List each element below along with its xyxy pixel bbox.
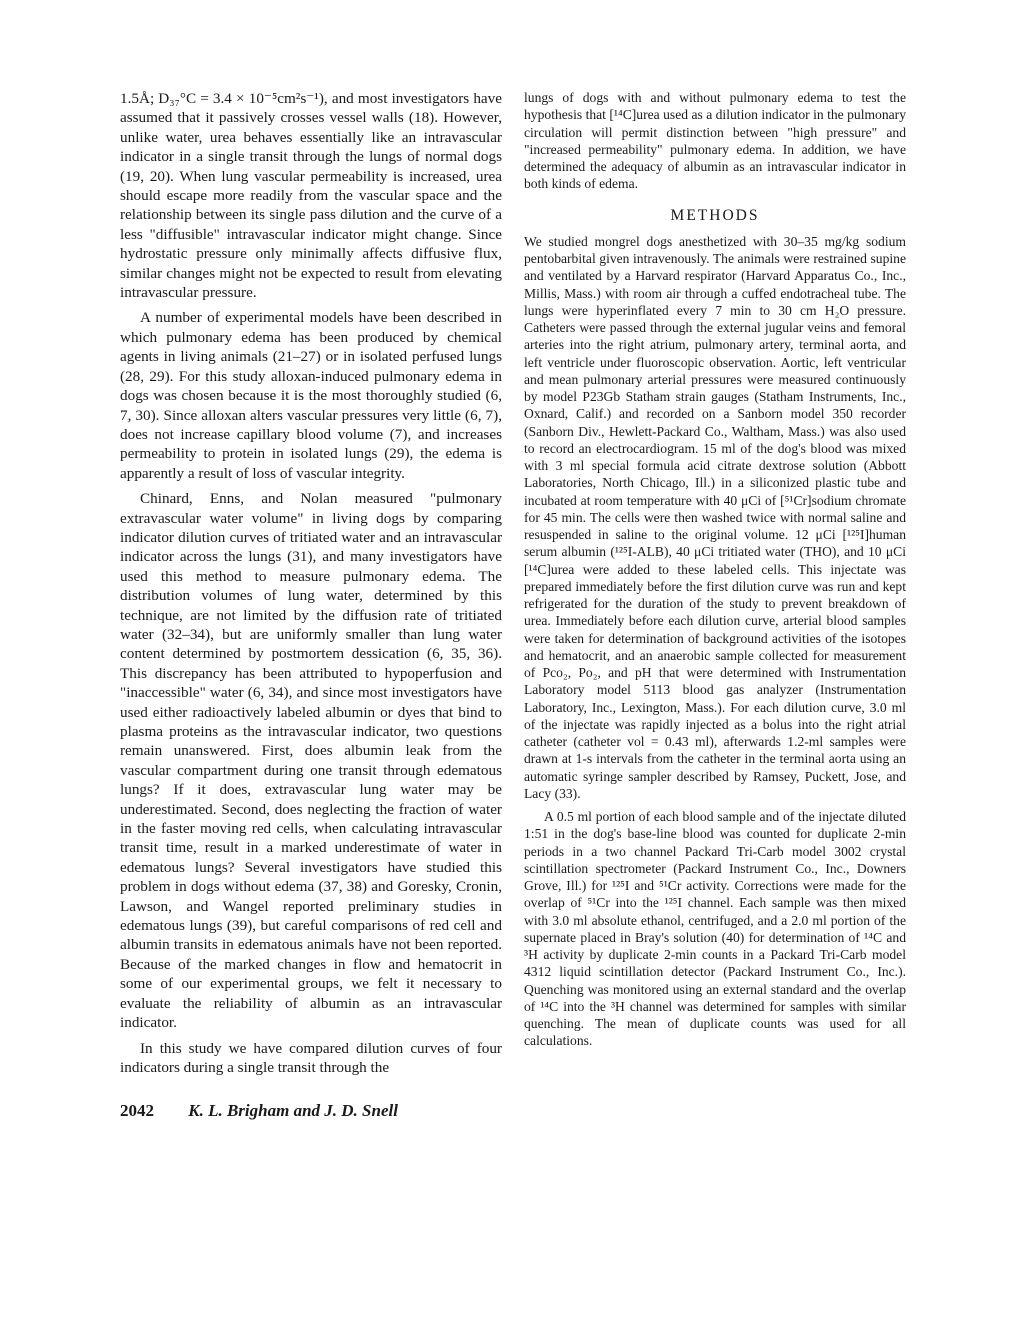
methods-paragraph: A 0.5 ml portion of each blood sample and of the injectate diluted 1:51 in the dog's base-line blood was counted for duplicate 2-min periods in a two channel Packard Tri-Carb model 3002 crystal scintillation spectrometer (Packard Instrument Co., Inc., Downers Grove, Ill.) for ¹²⁵I and ⁵¹Cr activity. Corrections were made for the overlap of ⁵¹Cr into the ¹²⁵I channel. Each sample was then mixed with 3.0 ml absolute ethanol, centrifuged, and a 2.0 ml portion of the supernate placed in Bray's solution (40) for determination of ¹⁴C and ³H activity by duplicate 2-min counts in a Packard Tri-Carb model 4312 liquid scintillation detector (Packard Instrument Co., Inc.). Quenching was monitored using an external standard and the overlap of ¹⁴C into the ³H channel was determined for samples with similar quenching. The mean of duplicate counts was used for all calculations. (524, 809, 906, 1049)
body-paragraph: lungs of dogs with and without pulmonary edema to test the hypothesis that [¹⁴C]urea used as a dilution indicator in the pulmonary circulation will permit distinction between "high pressure" and "increased permeability" pulmonary edema. In addition, we have determined the adequacy of albumin as an intravascular indicator in both kinds of edema. (524, 90, 906, 192)
body-paragraph: A number of experimental models have been described in which pulmonary edema has been produced by chemical agents in living animals (21–27) or in isolated perfused lungs (28, 29). For this study alloxan-induced pulmonary edema in dogs was chosen because it is the most thoroughly studied (6, 7, 30). Since alloxan alters vascular pressures very little (6, 7), does not increase capillary blood volume (7), and increases permeability to protein in isolated lungs (29), the edema is apparently a result of loss of vascular integrity. (120, 309, 502, 482)
page-number: 2042 (120, 1101, 154, 1120)
body-paragraph: Chinard, Enns, and Nolan measured "pulmonary extravascular water volume" in living dogs by comparing indicator dilution curves of tritiated water and an intravascular indicator across the lungs (31), and many investigators have used this method to measure pulmonary edema. The distribution volumes of lung water, determined by this technique, are not limited by the diffusion rate of tritiated water (32–34), but are uniformly smaller than lung water content determined by postmortem dessication (6, 35, 36). This discrepancy has been attributed to hypoperfusion and "inaccessible" water (6, 34), and since most investigators have used either radioactively labeled albumin or dyes that bind to plasma proteins as the intravascular indicator, two questions remain unanswered. First, does albumin leak from the vascular compartment during one transit through edematous lungs? If it does, extravascular lung water may be underestimated. Second, does neglecting the fraction of water in the faster moving red cells, when calculating intravascular transit time, result in a marked underestimate of water in edematous lungs? Several investigators have studied this problem in dogs without edema (37, 38) and Goresky, Cronin, Lawson, and Wangel reported preliminary studies in edematous lungs (39), but careful comparisons of red cell and albumin transits in edematous animals have not been reported. Because of the marked changes in flow and hematocrit in some of our experimental groups, we felt it necessary to evaluate the reliability of albumin as an intravascular indicator. (120, 490, 502, 1032)
left-column (120, 89, 502, 1083)
body-paragraph: In this study we have compared dilution curves of four indicators during a single transit through the (120, 1039, 502, 1076)
page-footer (120, 1101, 398, 1121)
right-column (524, 89, 906, 1056)
methods-paragraph: We studied mongrel dogs anesthetized with 30–35 mg/kg sodium pentobarbital given intravenously. The animals were restrained supine and ventilated by a Harvard respirator (Harvard Apparatus Co., Inc., Millis, Mass.) with room air through a cuffed endotracheal tube. The lungs were hyperinflated every 7 min to 30 cm H₂O pressure. Catheters were passed through the external jugular veins and femoral arteries into the right atrium, pulmonary artery, terminal aorta, and left ventricle under fluoroscopic observation. Aortic, left ventricular and mean pulmonary arterial pressures were measured continuously by model P23Gb Statham strain gauges (Statham Instruments, Inc., Oxnard, Calif.) and recorded on a Sanborn model 350 recorder (Sanborn Div., Hewlett-Packard Co., Waltham, Mass.) was also used to record an electrocardiogram. 15 ml of the dog's blood was mixed with 3 ml special formula acid citrate dextrose solution (Abbott Laboratories, North Chicago, Ill.) in a siliconized plastic tube and incubated at room temperature with 40 μCi of [⁵¹Cr]sodium chromate for 45 min. The cells were then washed twice with normal saline and resuspended in saline to the original volume. 12 μCi [¹²⁵I]human serum albumin (¹²⁵I-ALB), 40 μCi tritiated water (THO), and 10 μCi [¹⁴C]urea were added to these labeled cells. This injectate was prepared immediately before the first dilution curve was run and kept refrigerated for the duration of the study to prevent breakdown of urea. Immediately before each dilution curve, arterial blood samples were taken for determination of background activities of the isotopes and hematocrit, and an anaerobic sample collected for measurement of Pco₂, Po₂, and pH that were determined with Instrumentation Laboratory model 5113 blood gas analyzer (Instrumentation Laboratory, Inc., Lexington, Mass.). For each dilution curve, 3.0 ml of the injectate was rapidly injected as a bolus into the right atrial catheter (catheter vol = 0.43 ml), afterwards 1.2-ml samples were drawn at 1-s intervals from the catheter in the terminal aorta using an automatic syringe sampler described by Ramsey, Puckett, Jose, and Lacy (33). (524, 233, 906, 801)
running-authors: K. L. Brigham and J. D. Snell (188, 1101, 398, 1120)
body-paragraph: 1.5Å; D₃₇°C = 3.4 × 10⁻⁵cm²s⁻¹), and most investigators have assumed that it passively crosses vessel walls (18). However, unlike water, urea behaves essentially like an intravascular indicator in a single transit through the lungs of normal dogs (19, 20). When lung vascular permeability is increased, urea should escape more readily from the vascular space and the relationship between its single pass dilution and the curve of a less "diffusible" intravascular indicator might change. Since hydrostatic pressure only minimally affects diffusive flux, similar changes might not be expected to result from elevating intravascular pressure. (120, 90, 502, 302)
section-heading-methods: METHODS (670, 206, 760, 224)
